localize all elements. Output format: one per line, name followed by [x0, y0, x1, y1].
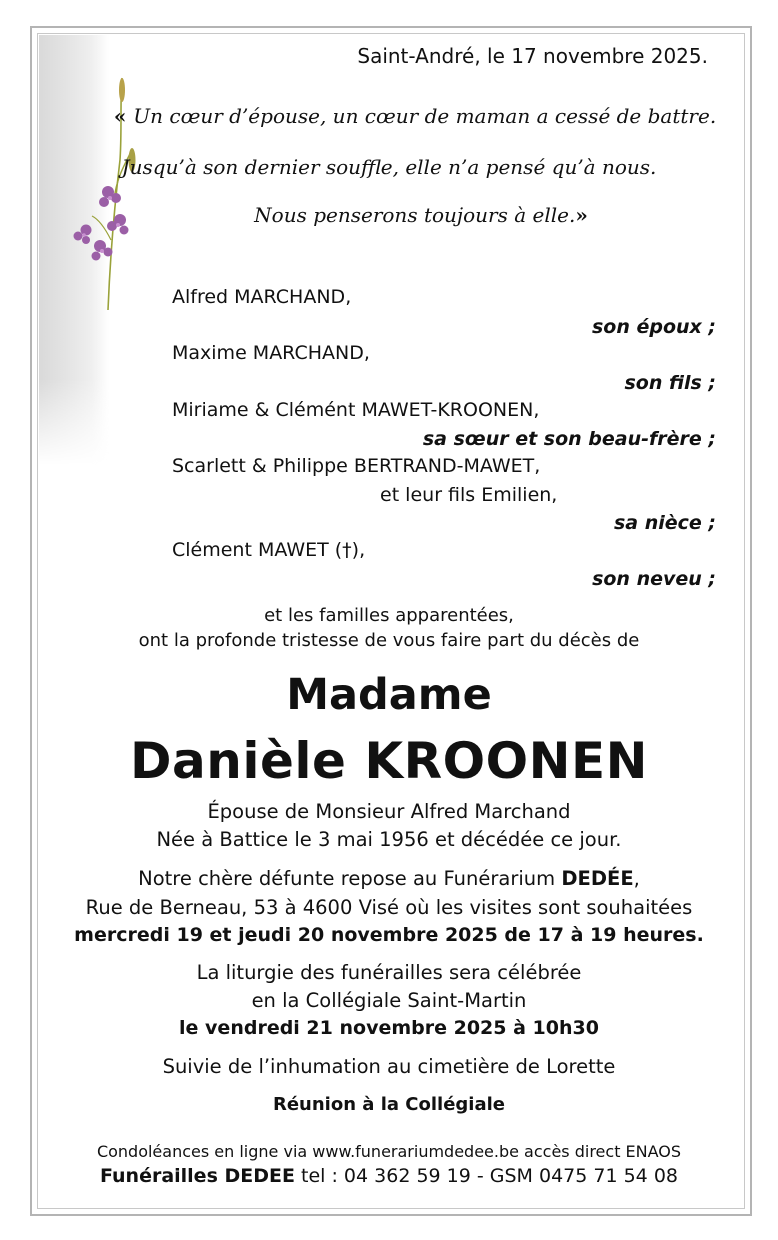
liturgy-line-2: en la Collégiale Saint-Martin — [251, 989, 527, 1012]
contact-line — [0, 1165, 778, 1187]
family-relation-1: son époux ; — [591, 316, 716, 338]
deceased-name: Danièle KROONEN — [130, 732, 648, 790]
quote-line-2: Jusqu’à son dernier souffle, elle n’a pensé qu’à nous. — [121, 155, 657, 179]
visitation-text-1: Notre chère défunte repose au Funérarium — [138, 867, 562, 890]
company-name: Funérailles DEDEE — [99, 1165, 295, 1187]
quote-text-3: Nous penserons toujours à elle. — [254, 203, 576, 227]
visitation-comma: , — [633, 867, 640, 890]
burial-line: Suivie de l’inhumation au cimetière de Lorette — [162, 1055, 616, 1078]
visitation-line-3: mercredi 19 et jeudi 20 novembre 2025 de 17 à 19 heures. — [74, 924, 704, 946]
reunion-line: Réunion à la Collégiale — [272, 1094, 505, 1115]
quote-text-1: Un cœur d’épouse, un cœur de maman a cessé de battre. — [133, 104, 717, 128]
deceased-title: Madame — [286, 670, 492, 720]
family-relation-3: sa sœur et son beau-frère ; — [422, 428, 716, 450]
quote-line-1 — [26, 104, 778, 128]
visitation-line-1 — [0, 867, 778, 890]
family-name-3: Miriame & Clémént MAWET-KROONEN, — [172, 399, 540, 421]
condolences-line: Condoléances en ligne via www.funerariumdedee.be accès direct ENAOS — [96, 1142, 682, 1161]
visitation-line-2: Rue de Berneau, 53 à 4600 Visé où les visites sont souhaitées — [85, 896, 693, 919]
contact-numbers: tel : 04 362 59 19 - GSM 0475 71 54 08 — [294, 1165, 678, 1187]
quote-open-mark: « — [113, 104, 134, 128]
family-name-5: Clément MAWET (†), — [172, 539, 366, 561]
quote-line-3 — [32, 203, 778, 227]
date-line: Saint-André, le 17 novembre 2025. — [357, 44, 708, 68]
family-relation-5: son neveu ; — [592, 568, 716, 590]
family-relation-4: sa nièce ; — [613, 512, 716, 534]
family-name-2: Maxime MARCHAND, — [172, 342, 370, 364]
family-extra-4: et leur fils Emilien, — [380, 484, 558, 506]
family-relation-2: son fils ; — [624, 372, 716, 394]
quote-close-mark: » — [575, 203, 588, 227]
liturgy-line-3: le vendredi 21 novembre 2025 à 10h30 — [179, 1017, 599, 1039]
liturgy-line-1: La liturgie des funérailles sera célébrée — [196, 961, 582, 984]
birth-line: Née à Battice le 3 mai 1956 et décédée ce jour. — [156, 828, 622, 851]
intro-line-2: ont la profonde tristesse de vous faire part du décès de — [138, 630, 640, 651]
family-name-1: Alfred MARCHAND, — [172, 286, 352, 308]
spouse-line: Épouse de Monsieur Alfred Marchand — [207, 800, 571, 823]
family-name-4: Scarlett & Philippe BERTRAND-MAWET, — [172, 455, 541, 477]
funeral-home-name: DEDÉE — [561, 867, 634, 890]
intro-line-1: et les familles apparentées, — [264, 605, 514, 626]
